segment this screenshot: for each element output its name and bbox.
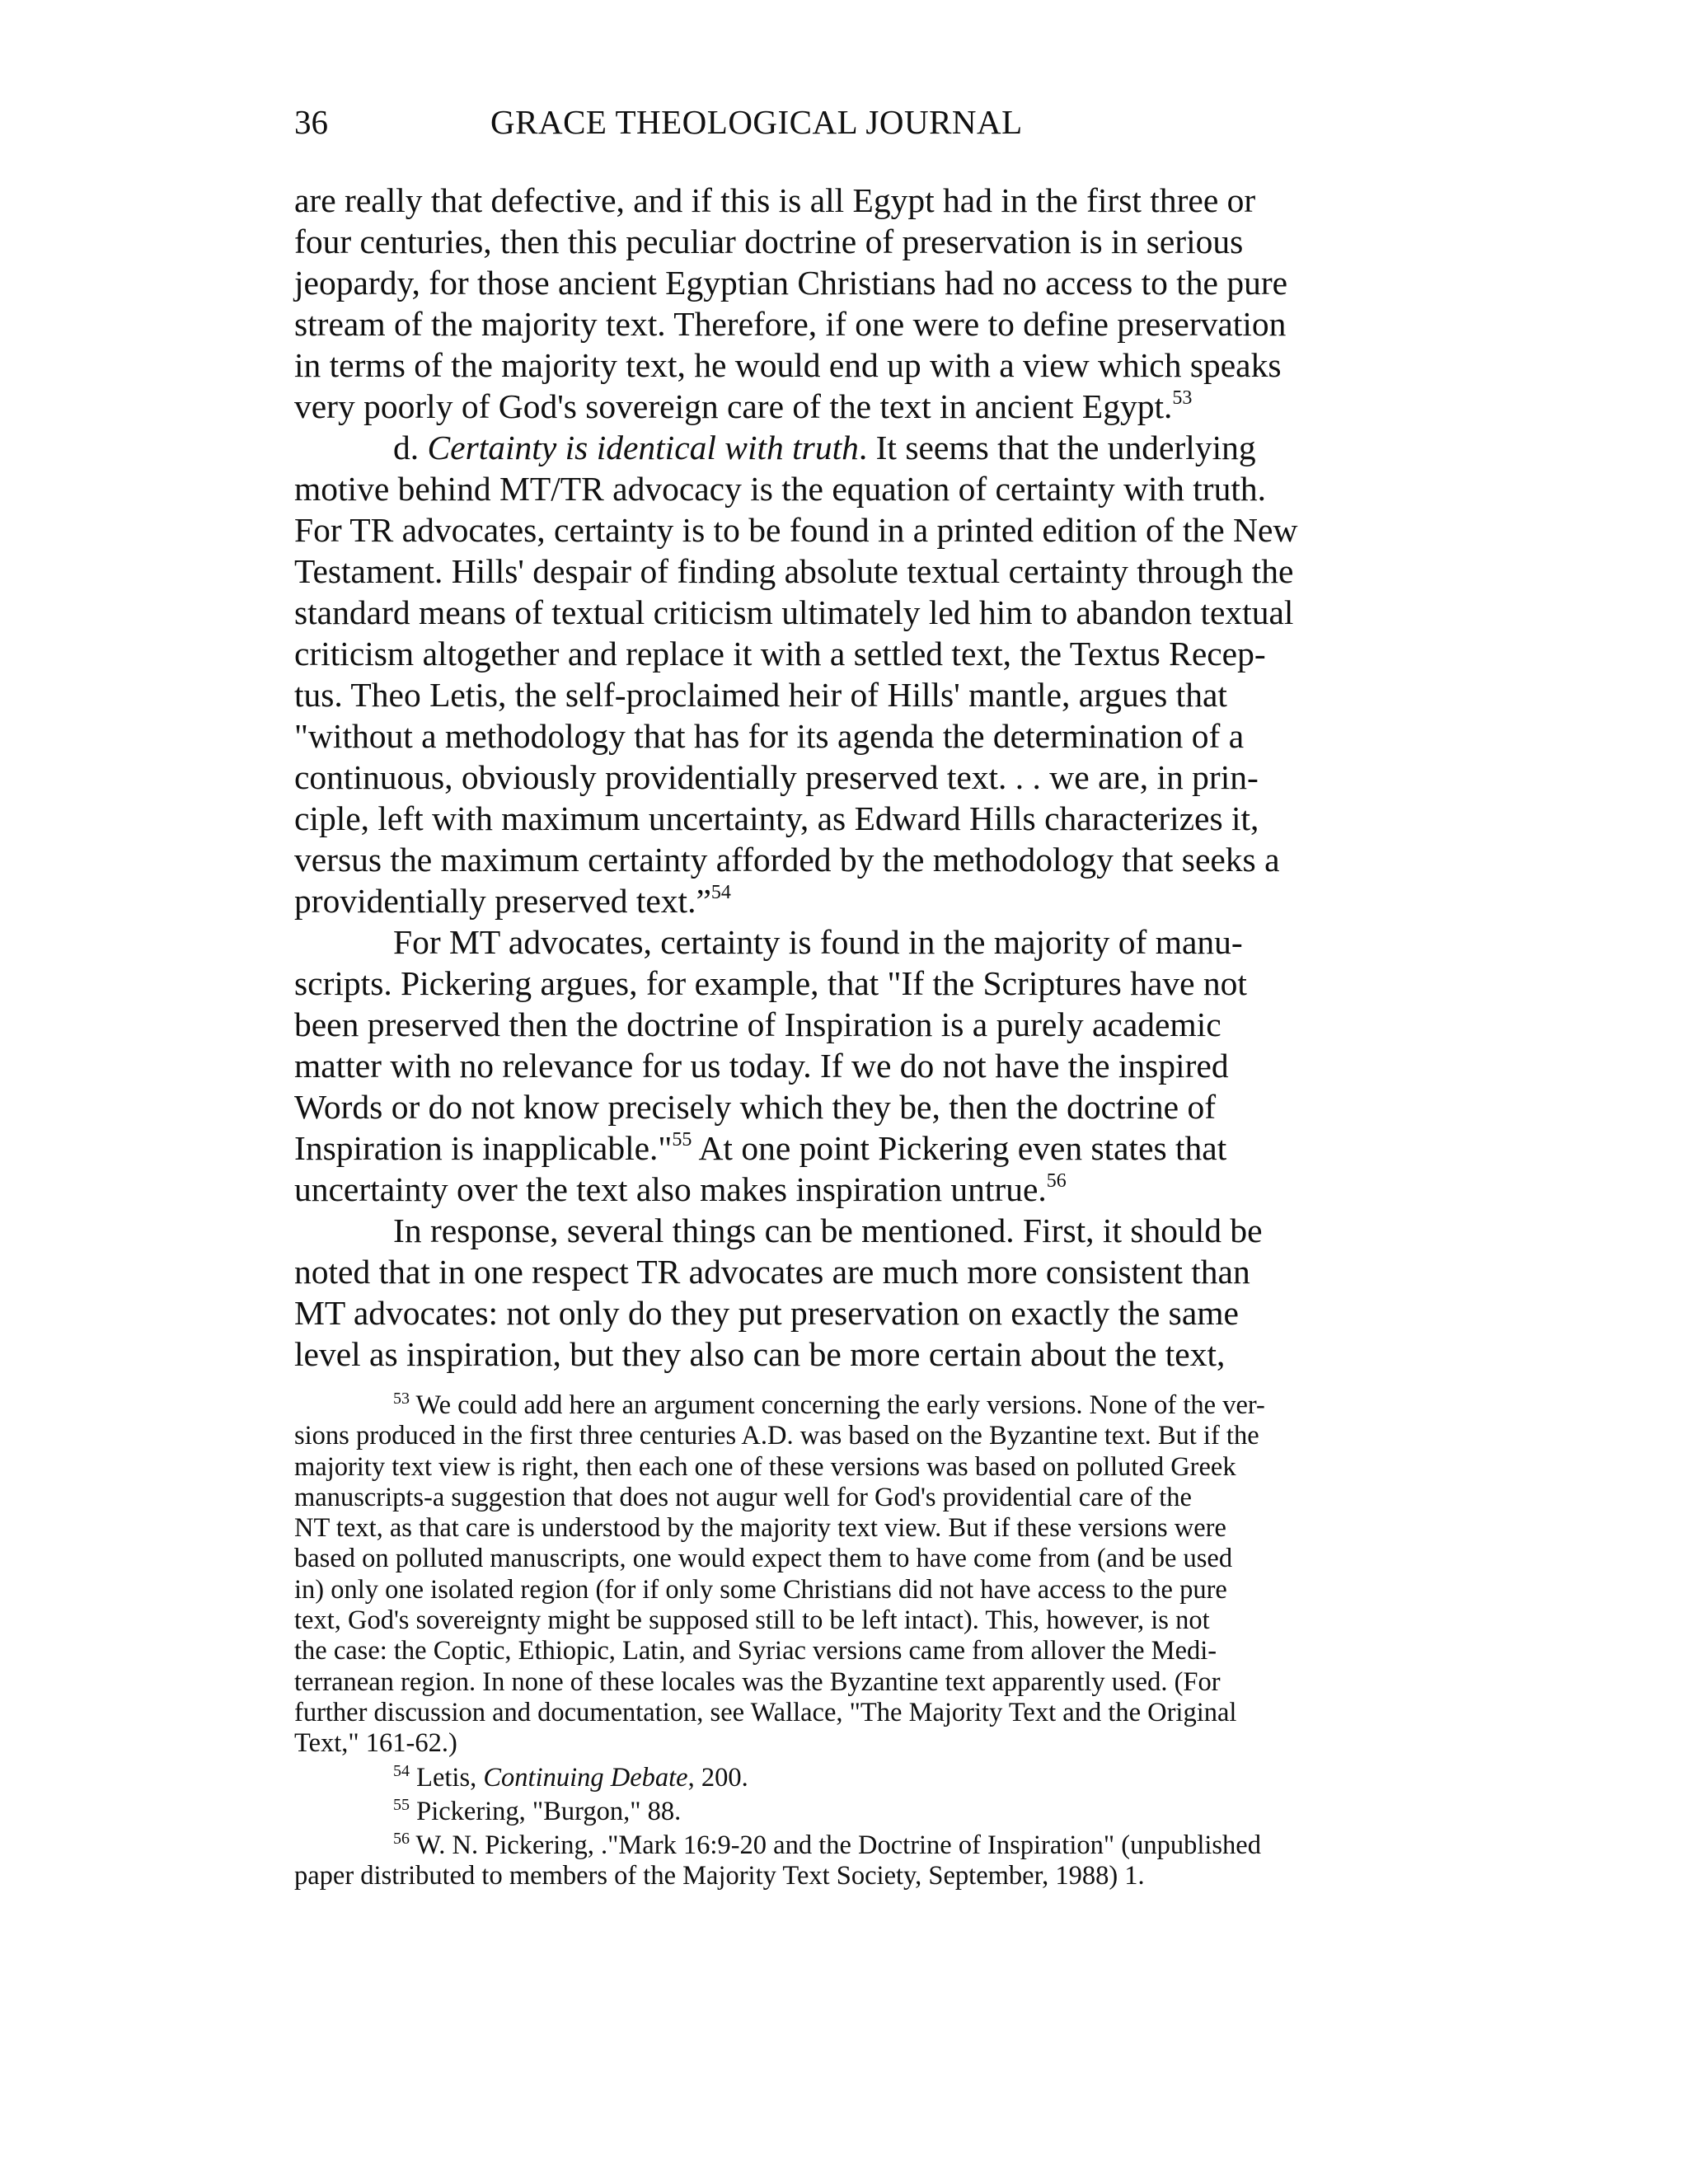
text-segment: uncertainty over the text also makes inspiration untrue. bbox=[294, 1170, 1047, 1208]
footnote-text: , 200. bbox=[687, 1762, 748, 1793]
footnote-number: 54 bbox=[393, 1761, 410, 1780]
text-segment: very poorly of God's sovereign care of the text in ancient Egypt. bbox=[294, 387, 1173, 425]
footnote-text: Letis, bbox=[410, 1762, 484, 1793]
running-header bbox=[294, 97, 1366, 147]
footnote-number: 53 bbox=[393, 1390, 410, 1408]
footnote-line: paper distributed to members of the Majority Text Society, September, 1988) 1. bbox=[294, 1861, 1145, 1891]
paragraph-start: For MT advocates, certainty is found in the majority of manu- bbox=[393, 923, 1243, 961]
footnote-56 bbox=[294, 1830, 1382, 1861]
text-line: noted that in one respect TR advocates are much more consistent than bbox=[294, 1253, 1250, 1291]
text-segment: At one point Pickering even states that bbox=[692, 1129, 1227, 1167]
text-line: standard means of textual criticism ultimately led him to abandon textual bbox=[294, 593, 1294, 631]
text-line: Testament. Hills' despair of finding absolute textual certainty through the bbox=[294, 552, 1294, 590]
text-line: stream of the majority text. Therefore, if one were to define preservation bbox=[294, 305, 1287, 343]
journal-title: GRACE THEOLOGICAL JOURNAL bbox=[490, 103, 1023, 141]
text-line: continuous, obviously providentially preserved text. . . we are, in prin- bbox=[294, 758, 1259, 796]
footnote-line: Text," 161-62.) bbox=[294, 1728, 457, 1759]
footnote-line: the case: the Coptic, Ethiopic, Latin, and Syriac versions came from allover the Medi- bbox=[294, 1636, 1217, 1666]
text-line bbox=[294, 386, 1357, 427]
footnote-text: We could add here an argument concerning the early versions. None of the ver- bbox=[410, 1390, 1265, 1420]
paragraph-start bbox=[294, 427, 1357, 468]
footnote-line: further discussion and documentation, see Wallace, "The Majority Text and the Original bbox=[294, 1697, 1237, 1727]
footnote-line: text, God's sovereignty might be supposed still to be left intact). This, however, is not bbox=[294, 1605, 1210, 1636]
main-text bbox=[294, 180, 1357, 1375]
text-line: matter with no relevance for us today. If we do not have the inspired bbox=[294, 1047, 1229, 1085]
text-line: ciple, left with maximum uncertainty, as Edward Hills characterizes it, bbox=[294, 799, 1259, 837]
footnote-line: NT text, as that care is understood by the majority text view. But if these versions were bbox=[294, 1513, 1226, 1544]
text-line: tus. Theo Letis, the self-proclaimed heir of Hills' mantle, argues that bbox=[294, 676, 1227, 714]
footnote-ref-56: 56 bbox=[1046, 1170, 1067, 1192]
footnote-text: Pickering, "Burgon," 88. bbox=[410, 1796, 682, 1826]
footnotes bbox=[294, 1390, 1382, 1892]
paragraph-start: In response, several things can be mentioned. First, it should be bbox=[393, 1212, 1263, 1249]
footnote-line: sions produced in the first three centuries A.D. was based on the Byzantine text. But if the bbox=[294, 1421, 1259, 1451]
footnote-text: W. N. Pickering, ."Mark 16:9-20 and the Doctrine of Inspiration" (unpublished bbox=[410, 1830, 1261, 1861]
footnote-55 bbox=[294, 1797, 1382, 1827]
text-line: motive behind MT/TR advocacy is the equation of certainty with truth. bbox=[294, 470, 1267, 508]
footnote-line: majority text view is right, then each one of these versions was based on polluted Greek bbox=[294, 1451, 1236, 1482]
footnote-ref-54: 54 bbox=[710, 882, 731, 903]
text-segment: . It seems that the underlying bbox=[858, 429, 1256, 466]
page-number: 36 bbox=[294, 103, 328, 141]
footnote-ref-55: 55 bbox=[672, 1129, 692, 1151]
text-line: four centuries, then this peculiar doctrine of preservation is in serious bbox=[294, 223, 1244, 260]
text-line: Words or do not know precisely which they be, then the doctrine of bbox=[294, 1088, 1217, 1126]
footnote-line: in) only one isolated region (for if only some Christians did not have access to the pure bbox=[294, 1574, 1227, 1605]
footnote-53 bbox=[294, 1390, 1382, 1421]
text-line: criticism altogether and replace it with a settled text, the Textus Recep- bbox=[294, 635, 1266, 673]
text-line: jeopardy, for those ancient Egyptian Christians had no access to the pure bbox=[294, 264, 1288, 302]
footnote-line: based on polluted manuscripts, one would expect them to have come from (and be used bbox=[294, 1544, 1233, 1574]
text-line: level as inspiration, but they also can be more certain about the text, bbox=[294, 1335, 1226, 1373]
footnote-number: 56 bbox=[393, 1830, 410, 1849]
text-line: For TR advocates, certainty is to be found in a printed edition of the New bbox=[294, 511, 1298, 549]
footnote-number: 55 bbox=[393, 1795, 410, 1814]
list-marker: d. bbox=[393, 429, 428, 466]
footnote-italic-title: Continuing Debate bbox=[483, 1762, 688, 1793]
text-line: in terms of the majority text, he would end up with a view which speaks bbox=[294, 346, 1282, 384]
text-line bbox=[294, 1169, 1357, 1210]
footnote-line: terranean region. In none of these locales was the Byzantine text apparently used. (For bbox=[294, 1666, 1221, 1697]
text-line: are really that defective, and if this is all Egypt had in the first three or bbox=[294, 181, 1256, 219]
footnote-54 bbox=[294, 1763, 1382, 1793]
section-heading-italic: Certainty is identical with truth bbox=[427, 429, 859, 466]
text-line bbox=[294, 880, 1357, 921]
text-line: "without a methodology that has for its agenda the determination of a bbox=[294, 717, 1245, 755]
text-segment: Inspiration is inapplicable." bbox=[294, 1129, 673, 1167]
text-line: scripts. Pickering argues, for example, that "If the Scriptures have not bbox=[294, 964, 1247, 1002]
text-line bbox=[294, 1127, 1357, 1169]
text-line: versus the maximum certainty afforded by the methodology that seeks a bbox=[294, 841, 1280, 879]
text-segment: providentially preserved text.” bbox=[294, 882, 711, 920]
footnote-line: manuscripts-a suggestion that does not augur well for God's providential care of the bbox=[294, 1482, 1192, 1512]
footnote-ref-53: 53 bbox=[1172, 387, 1193, 409]
text-line: been preserved then the doctrine of Inspiration is a purely academic bbox=[294, 1005, 1221, 1043]
text-line: MT advocates: not only do they put preservation on exactly the same bbox=[294, 1294, 1239, 1332]
